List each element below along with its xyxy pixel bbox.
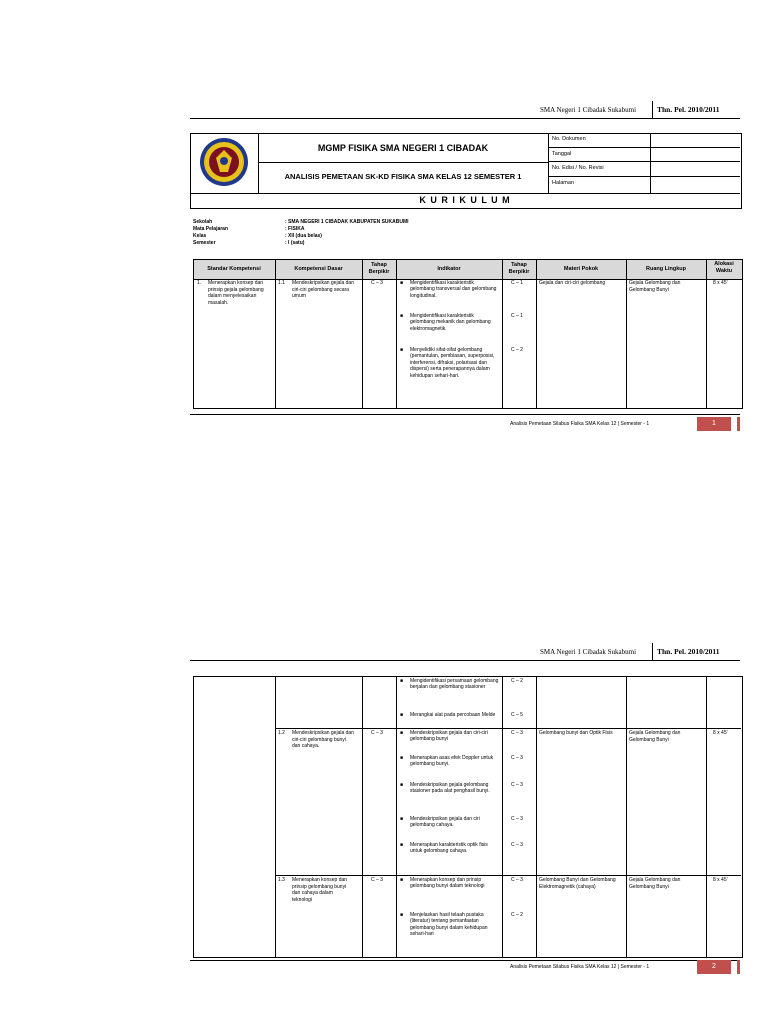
page-tab [737, 417, 740, 431]
kd-text: Mendeskripsikan gejala dan ciri-ciri gelombang bunyi dan cahaya. [292, 730, 354, 749]
indicator-tahap: C – 2 [511, 678, 523, 684]
materi-pokok: Gelombang Bunyi dan Gelombang Elektromagnetik (cahaya) [539, 877, 616, 890]
kd-number: 1.1 [278, 280, 285, 286]
kd-tahap: C – 3 [371, 730, 383, 736]
bullet-icon: ■ [400, 782, 404, 788]
page-number: 1 [697, 417, 731, 431]
kd-text: Menerapkan konsep dan prinsip gelombang bunyi dan cahaya dalam teknologi [292, 877, 348, 903]
sk-number: 1. [197, 280, 202, 286]
bullet-icon: ■ [400, 347, 404, 353]
ruang-lingkup: Gejala Gelombang dan Gelombang Bunyi [629, 730, 681, 743]
th-alokasi-waktu: Alokasi Waktu [714, 261, 734, 274]
th-indikator: Indikator [437, 266, 461, 272]
bullet-icon: ■ [400, 842, 404, 848]
sk-text: Menerapkan konsep dan prinsip gejala gelombang dalam menyelesaikan masalah. [208, 280, 264, 306]
kd-text: Mendeskripsikan gejala dan ciri-ciri gelombang secara umum [292, 280, 354, 299]
school-emblem-icon [198, 136, 250, 188]
indicator-tahap: C – 3 [511, 782, 523, 788]
bullet-icon: ■ [400, 313, 404, 319]
indicator-tahap: C – 2 [511, 347, 523, 353]
info-value-semester: : I (satu) [285, 240, 305, 246]
indicator-tahap: C – 1 [511, 280, 523, 286]
header-school: SMA Negeri 1 Cibadak Sukabumi [540, 106, 637, 114]
info-label-kelas: Kelas [193, 233, 207, 239]
indicator-tahap: C – 3 [511, 877, 523, 883]
bullet-icon: ■ [400, 730, 404, 736]
header-year: Thn. Pel. 2010/2011 [657, 647, 720, 656]
footer-text: Analisis Pemetaan Silabus Fisika SMA Kelas 12 | Semester - 1 [510, 421, 650, 427]
alokasi-waktu: 8 x 45’ [713, 730, 728, 736]
ruang-lingkup: Gejala Gelombang dan Gelombang Bunyi [629, 877, 681, 890]
bullet-icon: ■ [400, 280, 404, 286]
bullet-icon: ■ [400, 712, 404, 718]
indicator-tahap: C – 5 [511, 712, 523, 718]
indicator-tahap: C – 3 [511, 755, 523, 761]
materi-pokok: Gejala dan ciri-ciri gelombang [539, 280, 606, 286]
doc-field-tanggal: Tanggal [552, 151, 572, 157]
th-tahap-berpikir-1: Tahap Berpikir [368, 262, 390, 275]
indicator-tahap: C – 3 [511, 816, 523, 822]
header-year: Thn. Pel. 2010/2011 [657, 105, 720, 114]
th-kompetensi-dasar: Kompetensi Dasar [294, 266, 343, 272]
page-tab [737, 960, 740, 974]
info-label-semester: Semester [193, 240, 216, 246]
alokasi-waktu: 8 x 45’ [713, 877, 728, 883]
th-materi-pokok: Materi Pokok [563, 266, 599, 272]
bullet-icon: ■ [400, 816, 404, 822]
th-ruang-lingkup: Ruang Lingkup [645, 266, 687, 272]
info-label-sekolah: Sekolah [193, 219, 213, 225]
info-value-sekolah: : SMA NEGERI 1 CIBADAK KABUPATEN SUKABUMI [285, 219, 409, 225]
alokasi-waktu: 8 x 45’ [713, 280, 728, 286]
kd-tahap: C – 3 [371, 280, 383, 286]
indicator-tahap: C – 3 [511, 730, 523, 736]
indicator-tahap: C – 2 [511, 912, 523, 918]
info-label-mapel: Mata Pelajaran [193, 226, 229, 232]
title-analisis: ANALISIS PEMETAAN SK-KD FISIKA SMA KELAS 12 SEMESTER 1 [284, 172, 522, 181]
indicator-tahap: C – 3 [511, 842, 523, 848]
bullet-icon: ■ [400, 755, 404, 761]
footer-text: Analisis Pemetaan Silabus Fisika SMA Kelas 12 | Semester - 1 [510, 964, 650, 970]
bullet-icon: ■ [400, 678, 404, 684]
bullet-icon: ■ [400, 912, 404, 918]
kurikulum-title: K U R I K U L U M [419, 195, 511, 205]
doc-field-no-dokumen: No. Dokumen [552, 136, 586, 142]
doc-field-edisi: No. Edisi / No. Revisi [552, 165, 604, 171]
info-value-kelas: : XII (dua belas) [285, 233, 322, 239]
th-standar-kompetensi: Standar Kompetensi [207, 266, 261, 272]
kd-tahap: C – 3 [371, 877, 383, 883]
header-school: SMA Negeri 1 Cibadak Sukabumi [540, 648, 637, 656]
indicator-tahap: C – 1 [511, 313, 523, 319]
kd-number: 1.3 [278, 877, 285, 883]
ruang-lingkup: Gejala Gelombang dan Gelombang Bunyi [629, 280, 681, 293]
title-mgmp: MGMP FISIKA SMA NEGERI 1 CIBADAK [317, 143, 489, 153]
kd-number: 1.2 [278, 730, 285, 736]
th-tahap-berpikir-2: Tahap Berpikir [508, 262, 530, 275]
page-number: 2 [697, 960, 731, 974]
bullet-icon: ■ [400, 877, 404, 883]
materi-pokok: Gelombang bunyi dan Optik Fisis [539, 730, 613, 736]
info-value-mapel: : FISIKA [285, 226, 305, 232]
doc-field-halaman: Halaman [552, 180, 575, 186]
